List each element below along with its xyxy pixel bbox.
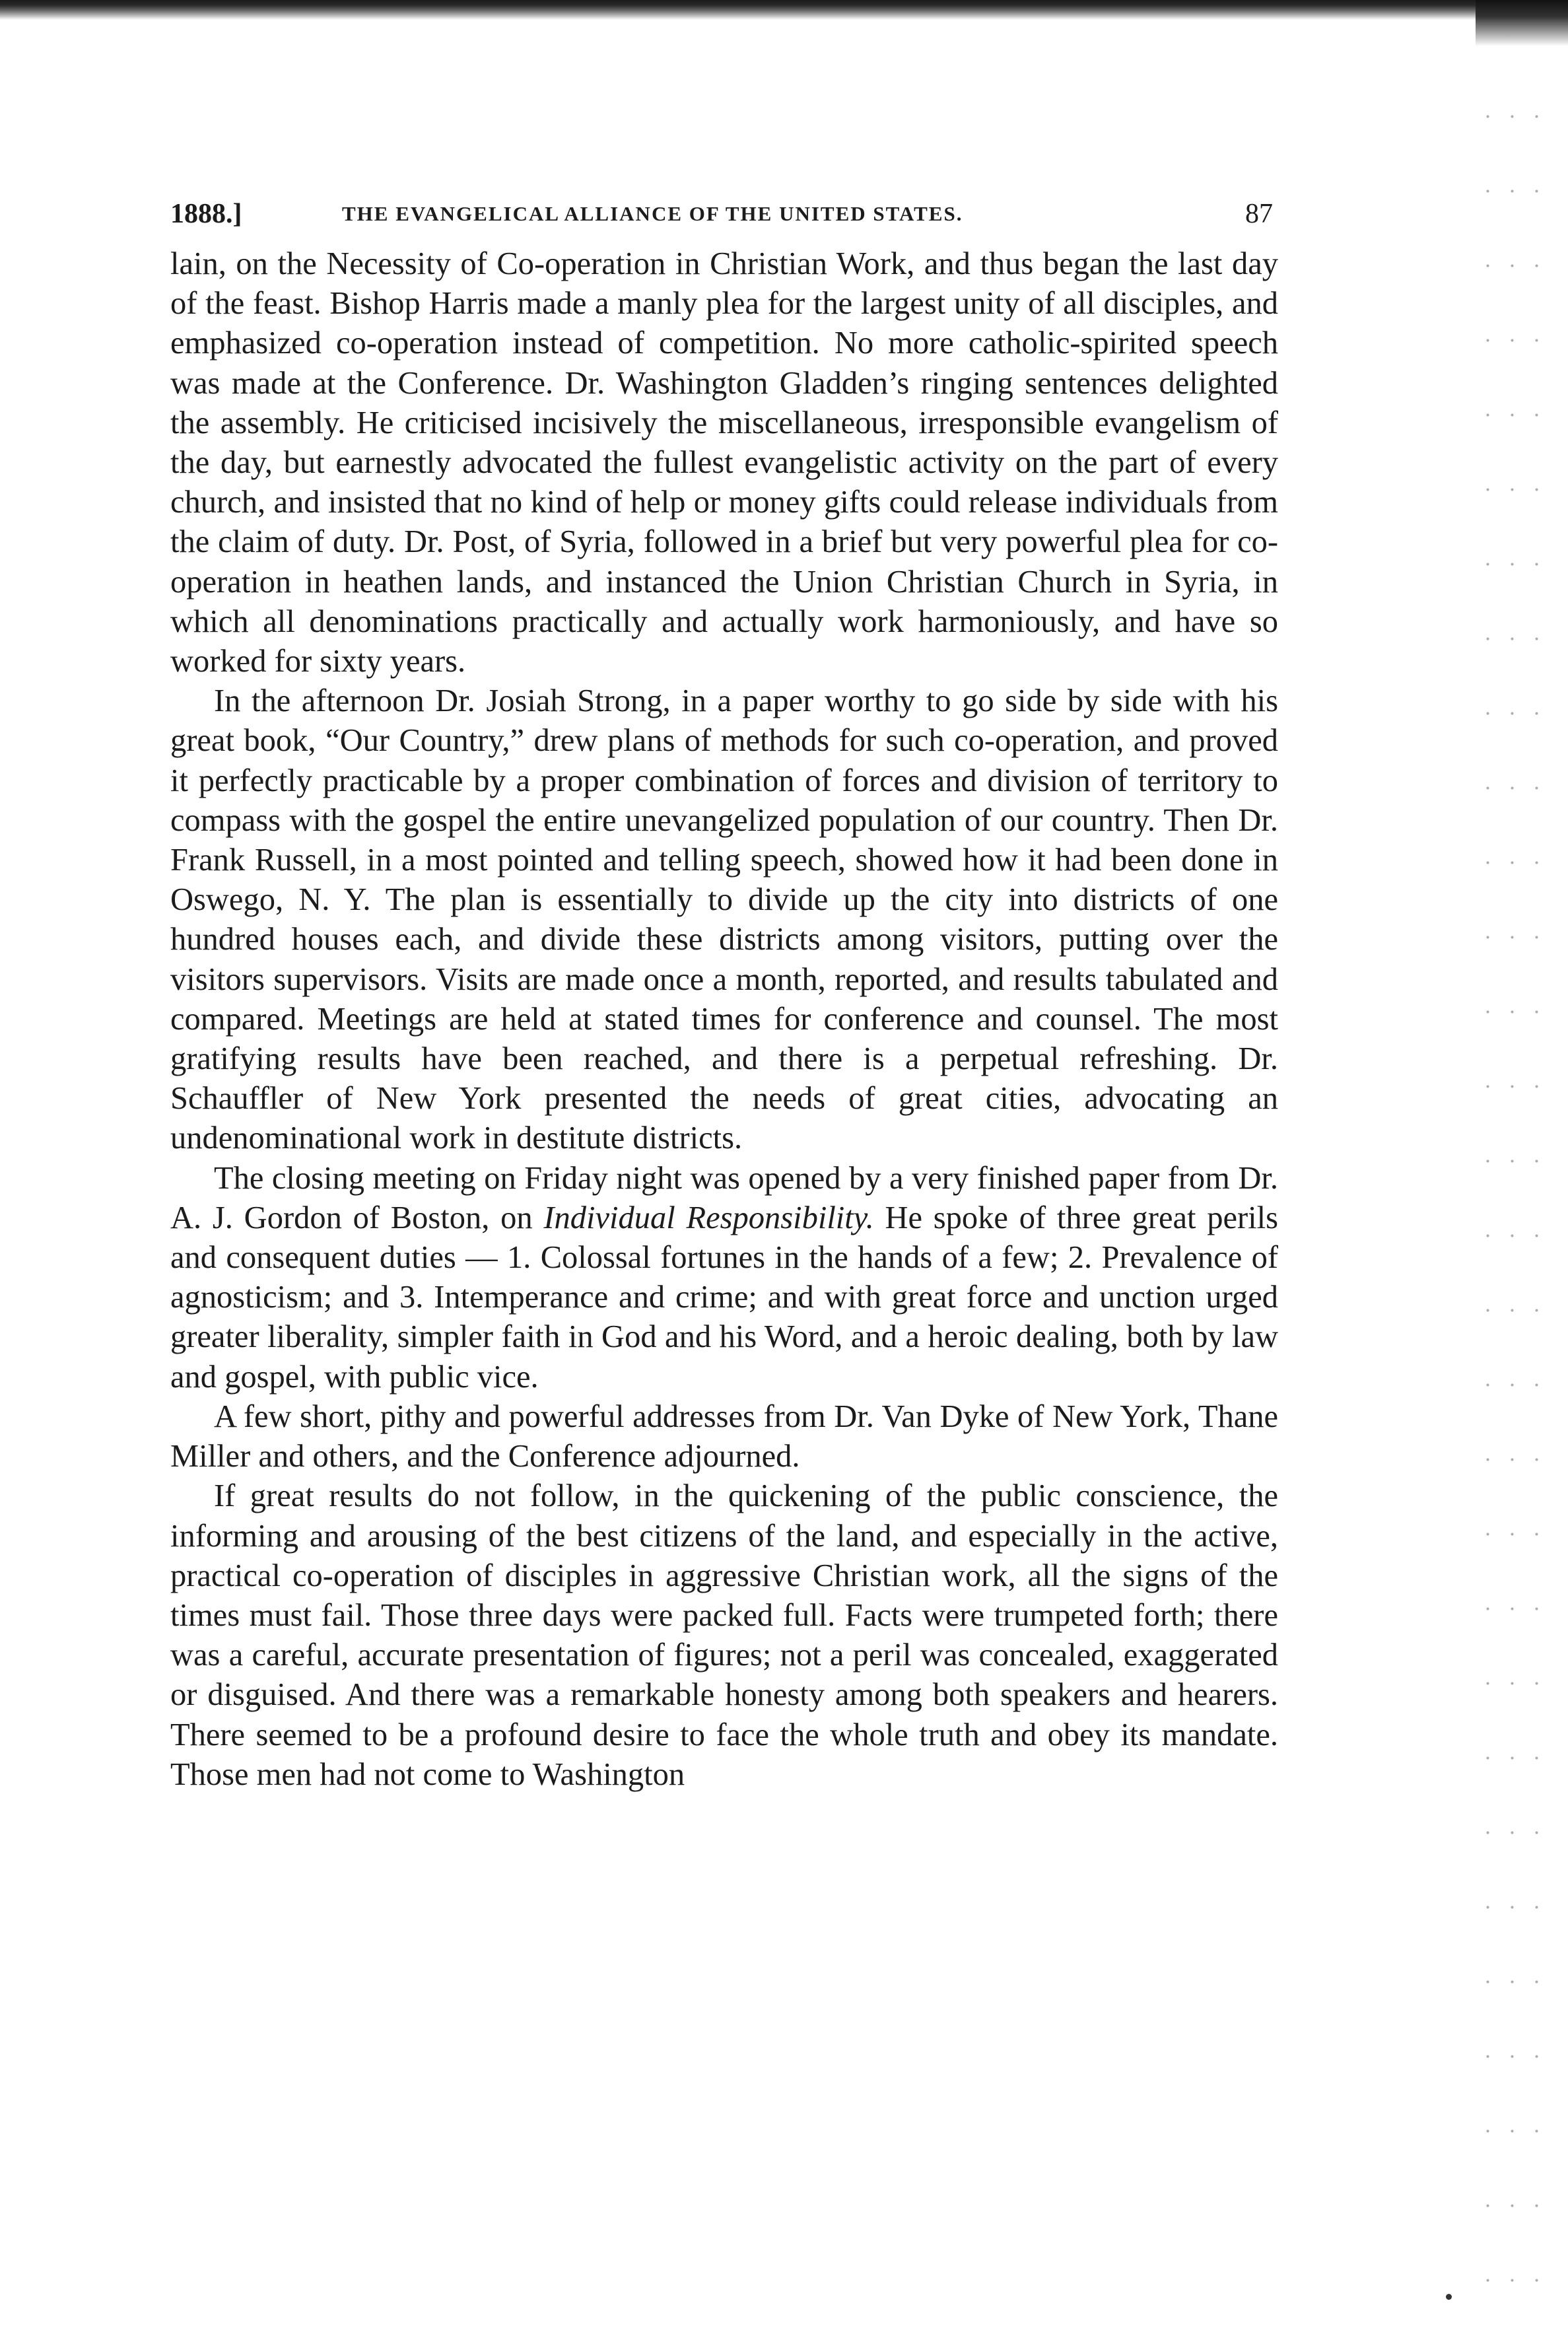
body-text bbox=[170, 244, 1278, 1795]
paragraph-5: If great results do not follow, in the quickening of the public conscience, the informing and arousing of the best citizens of the land, and especially in the active, practical co-operation of disciples in aggressive Christian work, all the signs of the times must fail. Those three days were packed full. Facts were trumpeted forth; there was a careful, accurate presentation of figures; not a peril was concealed, exaggerated or disguised. And there was a remarkable honesty among both speakers and hearers. There seemed to be a profound desire to face the whole truth and obey its mandate. Those men had not come to Washington bbox=[170, 1478, 1278, 1792]
scan-margin-speckle bbox=[1476, 79, 1542, 2337]
paragraph-3-text-after: He spoke of three great perils and consequent duties — 1. Colossal fortunes in the hands of a few; 2. Prevalence of agnosticism; and 3. Intemperance and crime; and with great force and unction urged greater liberality, simpler faith in God and his Word, and a heroic dealing, both by law and gospel, with public vice. bbox=[170, 1200, 1278, 1395]
paragraph-1: lain, on the Necessity of Co-operation in Christian Work, and thus began the last day of the feast. Bishop Harris made a manly plea for the largest unity of all disciples, and emphasized co-operation instead of competition. No more catholic-spirited speech was made at the Conference. Dr. Washington Gladden’s ringing sentences delighted the assembly. He criticised incisively the miscellaneous, irresponsible evangelism of the day, but earnestly advocated the fullest evangelistic activity on the part of every church, and insisted that no kind of help or money gifts could release individuals from the claim of duty. Dr. Post, of Syria, followed in a brief but very powerful plea for co-operation in heathen lands, and instanced the Union Christian Church in Syria, in which all denominations practically and actually work harmoniously, and have so worked for sixty years. bbox=[170, 246, 1278, 679]
paragraph-3-italic-title: Individual Responsibility. bbox=[543, 1200, 874, 1235]
scan-top-edge bbox=[0, 0, 1568, 20]
page-number: 87 bbox=[1245, 199, 1273, 229]
paragraph-3-text-before: The closing meeting on Friday night was opened by a very finished paper from Dr. A. J. Gordon of Boston, on bbox=[170, 1160, 1278, 1235]
scan-speck bbox=[1446, 2294, 1452, 2300]
paragraph-3 bbox=[170, 1159, 1278, 1397]
scan-corner-shadow bbox=[1476, 0, 1568, 46]
running-head bbox=[170, 198, 1278, 244]
running-head-year: 1888.] bbox=[170, 199, 242, 229]
book-page bbox=[170, 198, 1278, 1795]
paragraph-4: A few short, pithy and powerful addresses from Dr. Van Dyke of New York, Thane Miller and others, and the Conference adjourned. bbox=[170, 1399, 1278, 1474]
paragraph-2: In the afternoon Dr. Josiah Strong, in a paper worthy to go side by side with his great book, “Our Country,” drew plans of methods for such co-operation, and proved it perfectly practicable by a proper combination of forces and division of territory to compass with the gospel the entire unevangelized population of our country. Then Dr. Frank Russell, in a most pointed and telling speech, showed how it had been done in Oswego, N. Y. The plan is essentially to divide up the city into districts of one hundred houses each, and divide these districts among visitors, putting over the visitors supervisors. Visits are made once a month, reported, and results tabulated and compared. Meetings are held at stated times for conference and counsel. The most gratifying results have been reached, and there is a perpetual refreshing. Dr. Schauffler of New York presented the needs of great cities, advocating an undenominational work in destitute districts. bbox=[170, 683, 1278, 1156]
running-head-title: THE EVANGELICAL ALLIANCE OF THE UNITED STATES. bbox=[342, 202, 963, 225]
